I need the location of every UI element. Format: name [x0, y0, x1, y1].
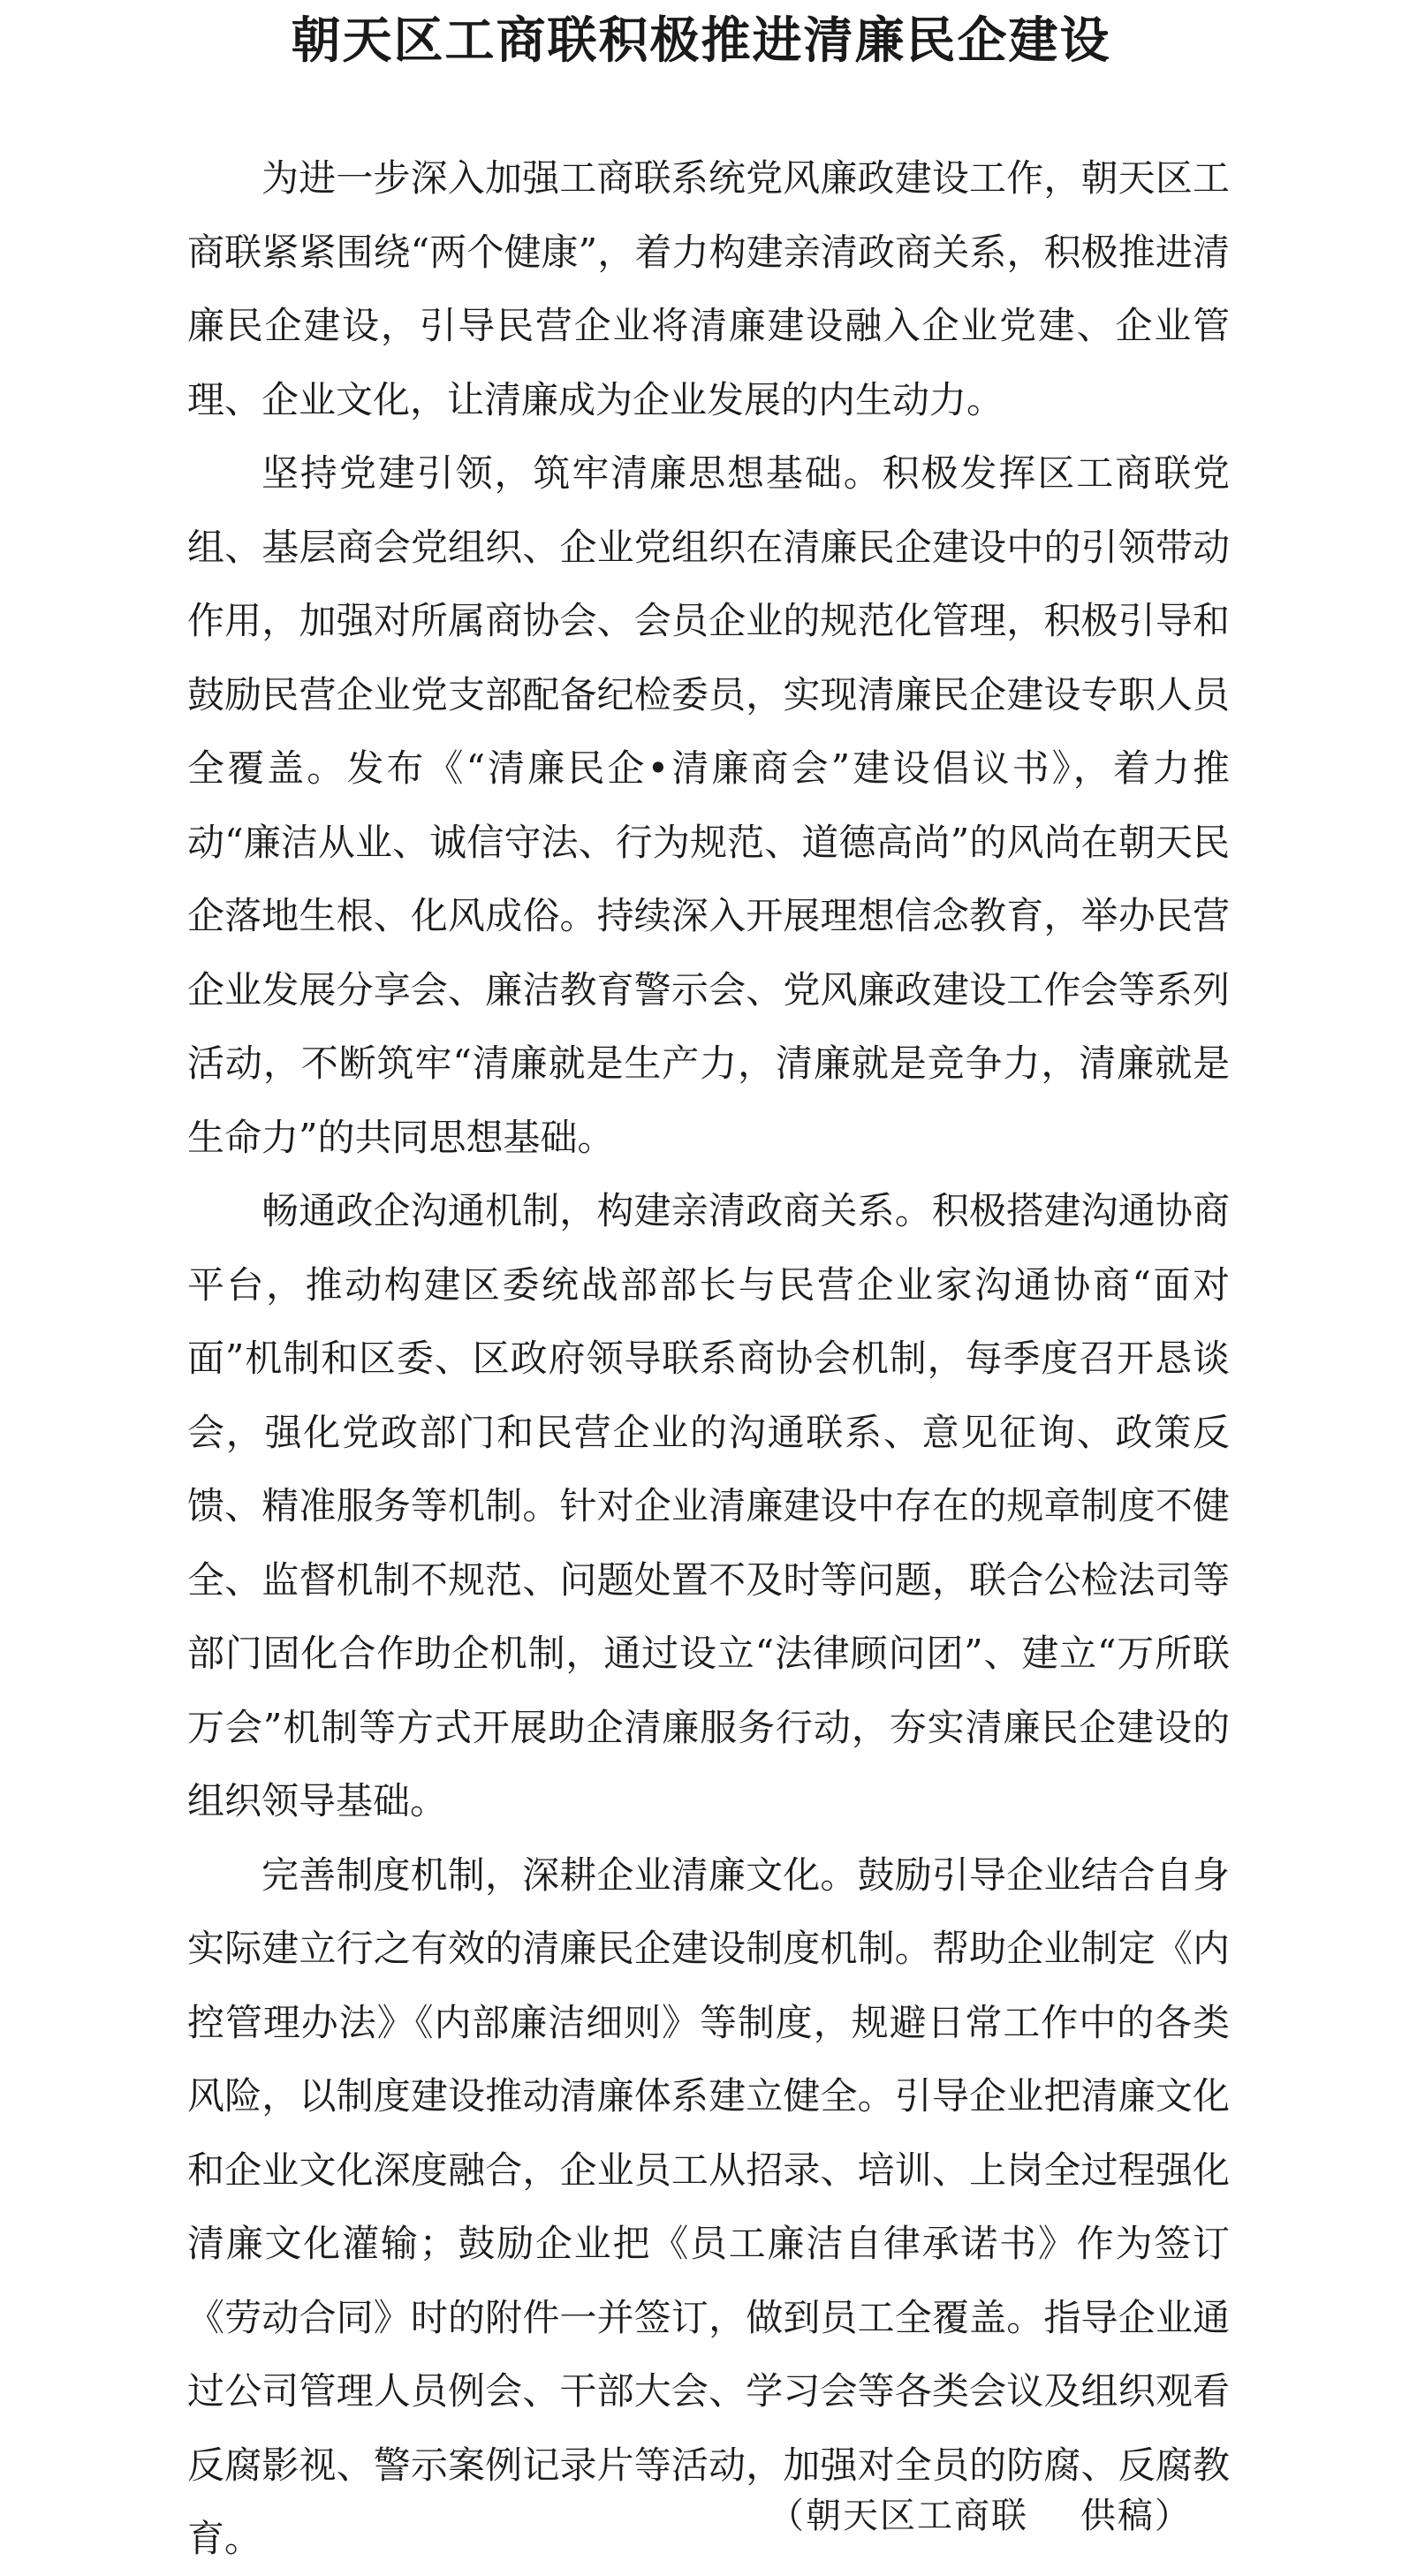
article-signature: （朝天区工商联 供稿） [769, 2496, 1192, 2536]
article-title: 朝天区工商联积极推进清廉民企建设 [291, 11, 1111, 70]
paragraph-communication: 畅通政企沟通机制，构建亲清政商关系。积极搭建沟通协商平台，推动构建区委统战部部长与民营企业家沟通协商“面对面”机制和区委、区政府领导联系商协会机制，每季度召开恳谈会，强化党政部门和民营企业的沟通联系、意见征询、政策反馈、精准服务等机制。针对企业清廉建设中存在的规章制度不健全、监督机制不规范、问题处置不及时等问题，联合公检法司等部门固化合作助企机制，通过设立“法律顾问团”、建立“万所联万会”机制等方式开展助企清廉服务行动，夯实清廉民企建设的组织领导基础。 [187, 1189, 1230, 1822]
article-body [187, 141, 1230, 2576]
paragraph-institutions: 完善制度机制，深耕企业清廉文化。鼓励引导企业结合自身实际建立行之有效的清廉民企建设制度机制。帮助企业制定《内控管理办法》《内部廉洁细则》等制度，规避日常工作中的各类风险，以制度建设推动清廉体系建立健全。引导企业把清廉文化和企业文化深度融合，企业员工从招录、培训、上岗全过程强化清廉文化灌输；鼓励企业把《员工廉洁自律承诺书》作为签订《劳动合同》时的附件一并签订，做到员工全覆盖。指导企业通过公司管理人员例会、干部大会、学习会等各类会议及组织观看反腐影视、警示案例记录片等活动，加强对全员的防腐、反腐教育。 [187, 1852, 1230, 2560]
paragraph-intro: 为进一步深入加强工商联系统党风廉政建设工作，朝天区工商联紧紧围绕“两个健康”，着力构建亲清政商关系，积极推进清廉民企建设，引导民营企业将清廉建设融入企业党建、企业管理、企业文化，让清廉成为企业发展的内生动力。 [187, 156, 1230, 421]
paragraph-party-leadership: 坚持党建引领，筑牢清廉思想基础。积极发挥区工商联党组、基层商会党组织、企业党组织在清廉民企建设中的引领带动作用，加强对所属商协会、会员企业的规范化管理，积极引导和鼓励民营企业党支部配备纪检委员，实现清廉民企建设专职人员全覆盖。发布《“清廉民企•清廉商会”建设倡议书》，着力推动“廉洁从业、诚信守法、行为规范、道德高尚”的风尚在朝天民企落地生根、化风成俗。持续深入开展理想信念教育，举办民营企业发展分享会、廉洁教育警示会、党风廉政建设工作会等系列活动，不断筑牢“清廉就是生产力，清廉就是竞争力，清廉就是生命力”的共同思想基础。 [187, 451, 1230, 1159]
